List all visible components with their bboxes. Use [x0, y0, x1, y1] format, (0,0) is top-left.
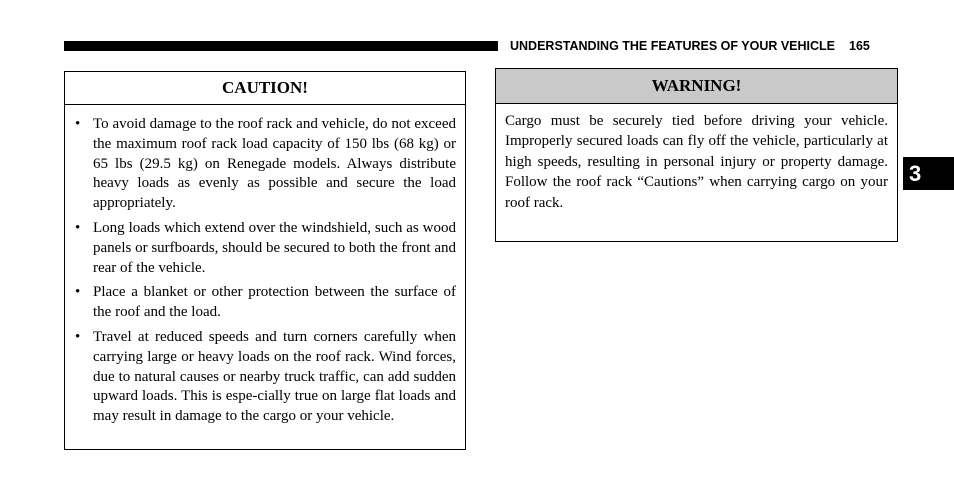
- warning-box: [495, 68, 898, 242]
- caution-item-text: Long loads which extend over the windshield, such as wood panels or surfboards, should be secured to both the front and rear of the vehicle.: [93, 219, 456, 276]
- page-number: 165: [849, 39, 870, 53]
- caution-title: CAUTION!: [65, 72, 465, 105]
- bullet-icon: •: [75, 219, 81, 236]
- bullet-icon: •: [75, 284, 81, 301]
- caution-list: [65, 105, 465, 427]
- bullet-icon: •: [75, 328, 81, 345]
- warning-title: WARNING!: [496, 69, 897, 104]
- caution-item: [75, 219, 456, 278]
- caution-box: [64, 71, 466, 450]
- chapter-tab: 3: [903, 157, 954, 190]
- caution-item: [75, 283, 456, 323]
- header-rule: [64, 41, 498, 51]
- bullet-icon: •: [75, 116, 81, 132]
- caution-item-text: Place a blanket or other protection between the surface of the roof and the load.: [93, 284, 456, 321]
- caution-item: [75, 115, 456, 214]
- warning-body: Cargo must be securely tied before driving your vehicle. Improperly secured loads can fly off the vehicle, particularly at high speeds, resulting in personal injury or property damage. Follow the roof rack “Cautions” when carrying cargo on your roof rack.: [505, 113, 888, 211]
- caution-item-text: Travel at reduced speeds and turn corners carefully when carrying large or heavy loads on the roof rack. Wind forces, due to natural causes or nearby truck traffic, can add sudden upward loads. This is espe-cially true on large flat loads and may result in damage to the cargo or your vehicle.: [93, 328, 456, 425]
- section-title: UNDERSTANDING THE FEATURES OF YOUR VEHICLE: [510, 39, 836, 53]
- caution-item-text: To avoid damage to the roof rack and vehicle, do not exceed the maximum roof rack load capacity of 150 lbs (68 kg) or 65 lbs (29.5 kg) on Renegade models. Always distribute heavy loads as evenly as possible and secure the load appropriately.: [93, 116, 456, 212]
- caution-item: [75, 328, 456, 427]
- running-header: [510, 37, 900, 55]
